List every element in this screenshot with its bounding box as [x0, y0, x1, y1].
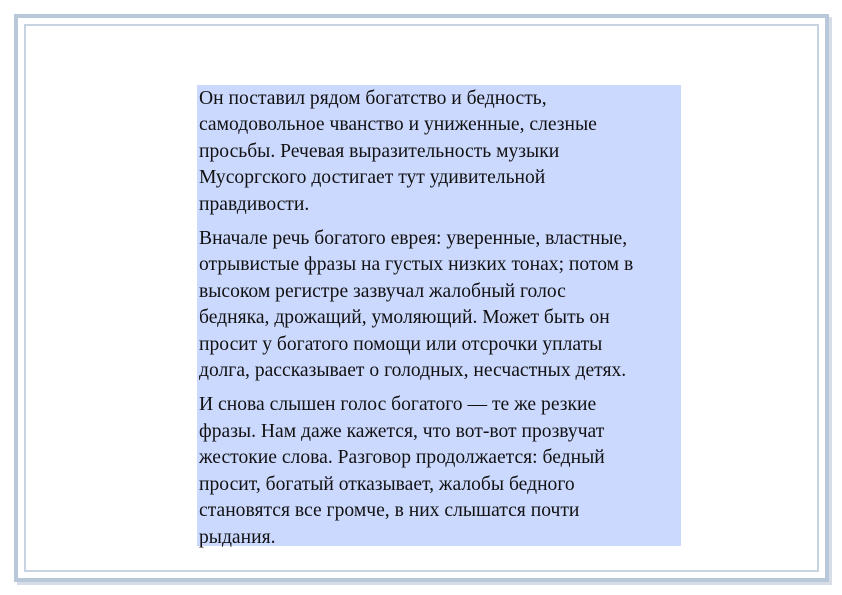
text-line: фразы. Нам даже кажется, что вот-вот прозвучат — [199, 420, 605, 442]
text-line: Мусоргского достигает тут удивительной — [199, 167, 546, 189]
text-line: Он поставил рядом богатство и бедность, — [199, 88, 547, 109]
text-line: правдивости. — [199, 193, 310, 215]
text-line: отрывистые фразы на густых низких тонах; потом в — [199, 254, 634, 276]
text-line: просит у богатого помощи или отсрочки уплаты — [199, 333, 603, 355]
text-line: становятся все громче, в них слышатся почти — [199, 500, 580, 522]
text-box — [197, 85, 681, 546]
text-line: просит, богатый отказывает, жалобы бедного — [199, 473, 575, 495]
paragraph-2 — [199, 226, 681, 384]
text-line: высоком регистре зазвучал жалобный голос — [199, 280, 566, 302]
text-line: долга, рассказывает о голодных, несчастных детях. — [199, 360, 627, 382]
text-line: Вначале речь богатого еврея: уверенные, властные, — [199, 228, 628, 250]
text-line: жестокие слова. Разговор продолжается: бедный — [199, 447, 605, 469]
paragraph-1 — [199, 86, 681, 218]
text-line: И снова слышен голос богатого — те же резкие — [199, 394, 597, 416]
text-line: самодовольное чванство и униженные, слезные — [199, 114, 597, 136]
paragraph-3 — [199, 392, 681, 550]
text-line: рыдания. — [199, 526, 276, 548]
text-line: бедняка, дрожащий, умоляющий. Может быть он — [199, 307, 610, 329]
text-line: просьбы. Речевая выразительность музыки — [199, 140, 560, 162]
